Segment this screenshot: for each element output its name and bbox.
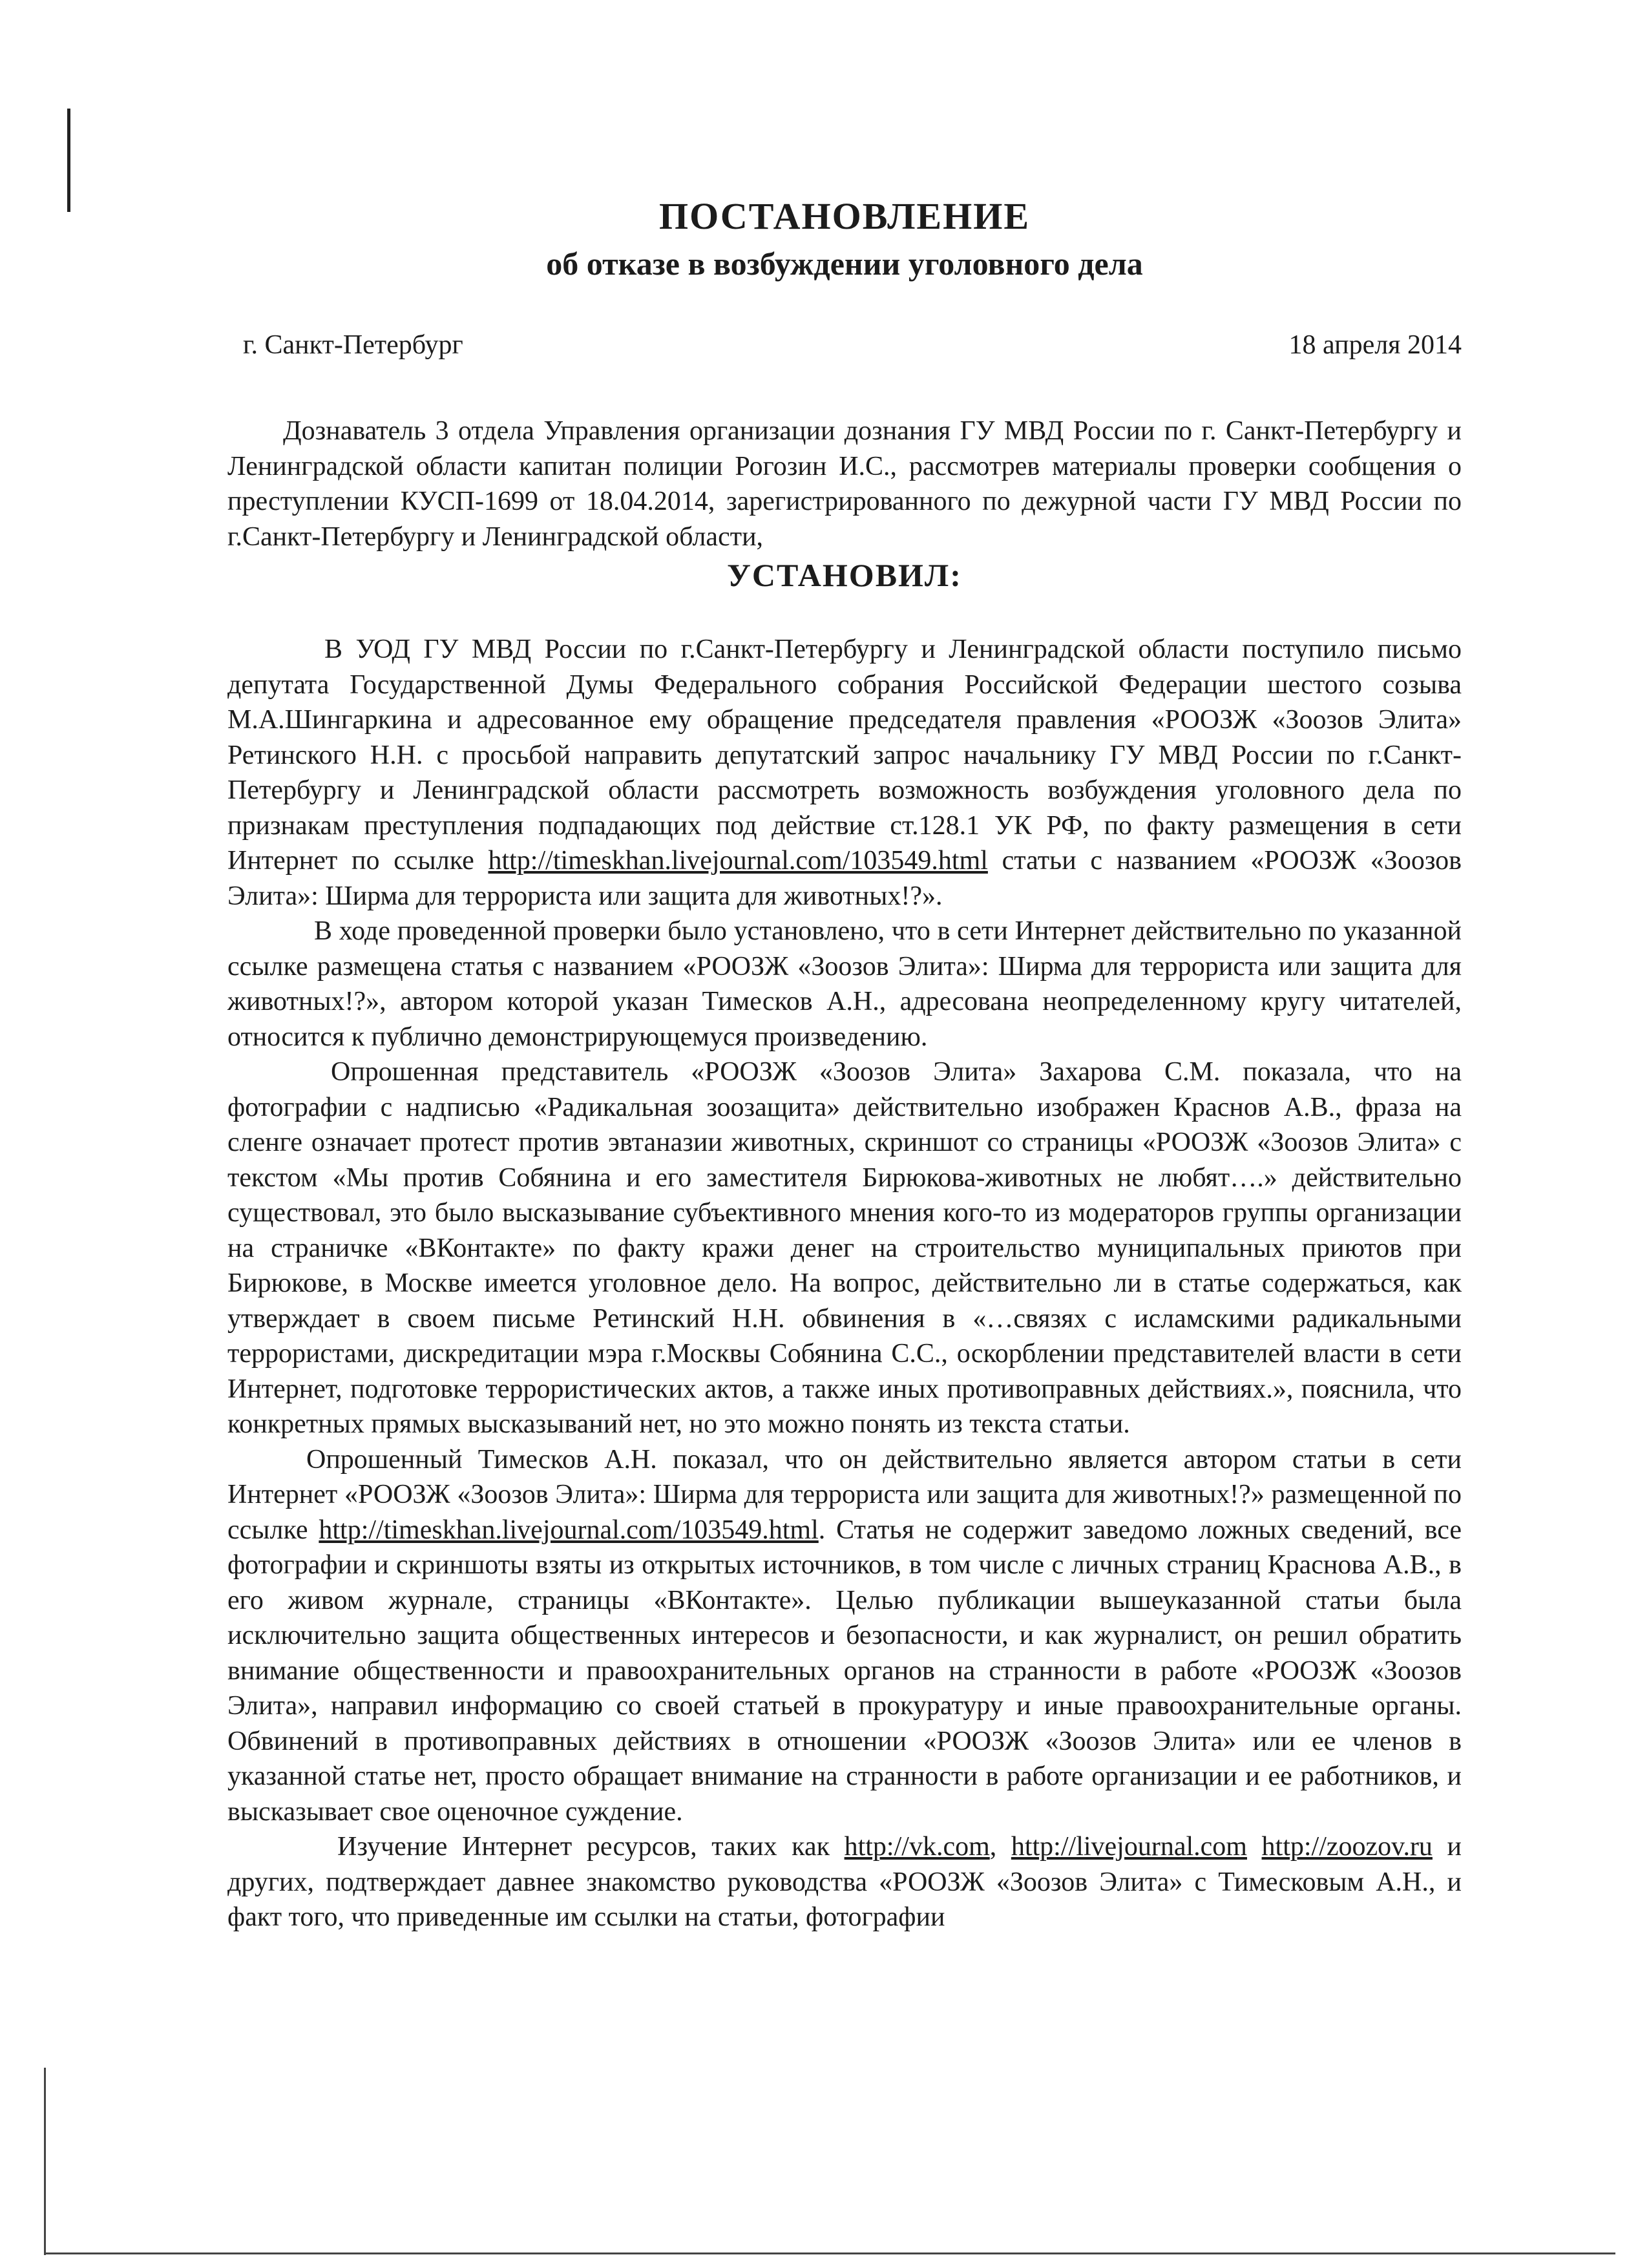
- place-date-row: [227, 330, 1462, 368]
- article-link[interactable]: http://timeskhan.livejournal.com/103549.html: [488, 846, 988, 876]
- paragraph-1-text-after-link: статьи с названием «РООЗЖ «Зоозов Элита»: Ширма для террориста или защита для животных!?».: [227, 846, 1462, 911]
- intro-paragraph: Дознаватель 3 отдела Управления организации дознания ГУ МВД России по г. Санкт-Петербургу и Ленинградской области капитан полиции Рогозин И.С., рассмотрев материалы проверки сообщения о преступлении КУСП-1699 от 18.04.2014, зарегистрированного по дежурной части ГУ МВД России по г.Санкт-Петербургу и Ленинградской области,: [227, 416, 1462, 552]
- document-date: 18 апреля 2014: [1288, 330, 1462, 360]
- scan-edge-mark: [67, 109, 70, 212]
- paragraph-4: [227, 1442, 1462, 1830]
- document-page: [227, 194, 1462, 1935]
- article-link-2[interactable]: http://timeskhan.livejournal.com/103549.html: [319, 1515, 819, 1545]
- scan-border-left: [44, 2068, 46, 2255]
- section-heading: УСТАНОВИЛ:: [727, 557, 962, 593]
- document-title: ПОСТАНОВЛЕНИЕ: [658, 195, 1031, 237]
- scan-border-bottom: [44, 2252, 1615, 2254]
- vk-link[interactable]: http://vk.com: [844, 1832, 990, 1862]
- paragraph-1-text-before-link: В УОД ГУ МВД России по г.Санкт-Петербургу и Ленинградской области поступило письмо депутата Государственной Думы Федерального собрания Российской Федерации шестого созыва М.А.Шингаркина и адресованное ему обращение председателя правления «РООЗЖ «Зоозов Элита» Ретинского Н.Н. с просьбой направить депутатский запрос начальнику ГУ МВД России по г.Санкт-Петербургу и Ленинградской области рассмотреть возможность возбуждения уголовного дела по признакам преступления подпадающих под действие ст.128.1 УК РФ, по факту размещения в сети Интернет по ссылке: [227, 635, 1462, 876]
- paragraph-4-text-before-link: Опрошенный Тимесков А.Н. показал, что он действительно является автором статьи в сети Интернет «РООЗЖ «Зоозов Элита»: Ширма для террориста или защита для животных!?» размещенной по ссылке: [227, 1444, 1462, 1545]
- paragraph-5-text-after: и других, подтверждает давнее знакомство руководства «РООЗЖ «Зоозов Элита» с Тимесковым А.Н., и факт того, что приведенные им ссылки на статьи, фотографии: [227, 1832, 1462, 1932]
- livejournal-link[interactable]: http://livejournal.com: [1011, 1832, 1247, 1862]
- paragraph-5-text-before: Изучение Интернет ресурсов, таких как: [337, 1832, 845, 1862]
- paragraph-3: Опрошенная представитель «РООЗЖ «Зоозов Элита» Захарова С.М. показала, что на фотографии с надписью «Радикальная зоозащита» действительно изображен Краснов А.В., фраза на сленге означает протест против эвтаназии животных, скриншот со страницы «РООЗЖ «Зоозов Элита» с текстом «Мы против Собянина и его заместителя Бирюкова-животных не любят….» действительно существовал, это было высказывание субъективного мнения кого-то из модераторов группы организации на страничке «ВКонтакте» по факту кражи денег на строительство муниципальных приютов при Бирюкове, в Москве имеется уголовное дело. На вопрос, действительно ли в статье содержаться, как утверждает в своем письме Ретинский Н.Н. обвинения в «…связях с исламскими радикальными террористами, дискредитации мэра г.Москвы Собянина С.С., оскорблении представителей власти в сети Интернет, подготовке террористических актов, а также иных противоправных действиях.», пояснила, что конкретных прямых высказываний нет, но это можно понять из текста статьи.: [227, 1057, 1462, 1439]
- paragraph-1: [227, 632, 1462, 914]
- paragraph-5: [227, 1829, 1462, 1935]
- paragraph-4-text-after-link: . Статья не содержит заведомо ложных сведений, все фотографии и скриншоты взяты из открытых источников, в том числе с личных страниц Краснова А.В., в его живом журнале, страницы «ВКонтакте». Целью публикации вышеуказанной статьи была исключительно защита общественных интересов и безопасности, и как журналист, он решил обратить внимание общественности и правоохранительных органов на странности в работе «РООЗЖ «Зоозов Элита», направил информацию со своей статьей в прокуратуру и иные правоохранительные органы. Обвинений в противоправных действиях в отношении «РООЗЖ «Зоозов Элита» или ее членов в указанной статье нет, просто обращает внимание на странности в работе организации и ее работников, и высказывает свое оценочное суждение.: [227, 1515, 1462, 1827]
- document-place: г. Санкт-Петербург: [243, 330, 463, 360]
- paragraph-2: В ходе проведенной проверки было установлено, что в сети Интернет действительно по указанной ссылке размещена статья с названием «РООЗЖ «Зоозов Элита»: Ширма для террориста или защита для животных!?», автором которой указан Тимесков А.Н., адресована неопределенному кругу читателей, относится к публично демонстрирующемуся произведению.: [227, 916, 1462, 1052]
- paragraph-5-separator-2: [1247, 1832, 1262, 1862]
- document-subtitle: об отказе в возбуждении уголовного дела: [546, 246, 1143, 282]
- zoozov-link[interactable]: http://zoozov.ru: [1261, 1832, 1433, 1862]
- paragraph-5-separator-1: ,: [989, 1832, 1011, 1862]
